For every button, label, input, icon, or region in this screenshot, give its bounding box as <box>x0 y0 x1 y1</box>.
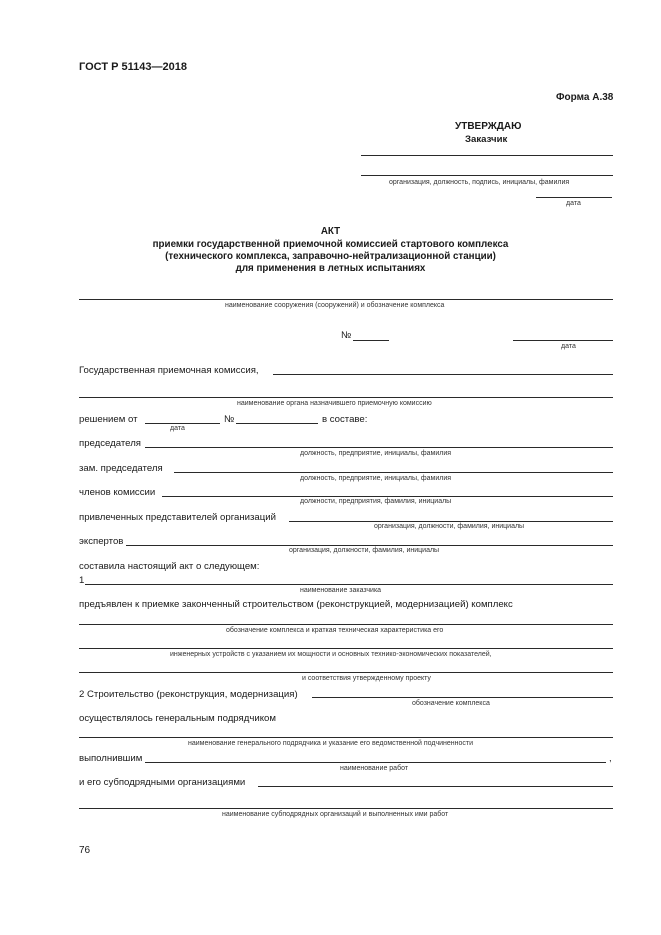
presented-label: предъявлен к приемке законченный строительством (реконструкцией, модернизацией) комплекс <box>79 599 513 610</box>
complex-desc-line[interactable] <box>79 624 613 625</box>
members-label: членов комиссии <box>79 487 156 498</box>
deputy-label: зам. председателя <box>79 463 163 474</box>
customer-caption: наименование заказчика <box>300 587 382 594</box>
experts-line[interactable] <box>126 545 613 546</box>
works-caption: наименование работ <box>340 765 409 772</box>
act-date-line[interactable] <box>513 340 613 341</box>
subs-line-1[interactable] <box>258 786 613 787</box>
act-title: АКТ <box>320 226 341 237</box>
approval-title: УТВЕРЖДАЮ <box>455 121 522 132</box>
act-subtitle-3: для применения в летных испытаниях <box>235 263 426 274</box>
works-comma: , <box>609 753 612 764</box>
engineering-line[interactable] <box>79 648 613 649</box>
decision-label: решением от <box>79 414 138 425</box>
works-line[interactable] <box>145 762 606 763</box>
carried-out-label: осуществлялось генеральным подрядчиком <box>79 713 276 724</box>
complex-code-line[interactable] <box>312 697 613 698</box>
approval-date-caption: дата <box>566 200 581 207</box>
decision-number-line[interactable] <box>236 423 318 424</box>
act-number-line[interactable] <box>353 340 389 341</box>
decision-number-label: № <box>224 414 235 425</box>
approval-role: Заказчик <box>465 134 508 145</box>
complex-code-caption: обозначение комплекса <box>412 700 490 707</box>
decision-date-caption: дата <box>170 425 185 432</box>
subs-line-2[interactable] <box>79 808 613 809</box>
drew-up-label: составила настоящий акт о следующем: <box>79 561 260 572</box>
chairman-label: председателя <box>79 438 141 449</box>
form-label: Форма А.38 <box>556 92 614 103</box>
approval-caption: организация, должность, подпись, инициалы, фамилия <box>389 179 570 186</box>
chairman-caption: должность, предприятие, инициалы, фамилия <box>300 450 452 457</box>
approval-line-1[interactable] <box>361 155 613 156</box>
act-number-label: № <box>341 330 352 341</box>
deputy-line[interactable] <box>174 472 613 473</box>
project-caption: и соответствия утвержденному проекту <box>302 675 431 682</box>
deputy-caption: должность, предприятие, инициалы, фамилия <box>300 475 452 482</box>
item-1-label: 1 <box>79 575 85 586</box>
decision-date-line[interactable] <box>145 423 220 424</box>
reps-line[interactable] <box>289 521 613 522</box>
structure-caption: наименование сооружения (сооружений) и обозначение комплекса <box>225 302 445 309</box>
structure-line[interactable] <box>79 299 613 300</box>
commission-line-1[interactable] <box>273 374 613 375</box>
experts-label: экспертов <box>79 536 124 547</box>
page-number: 76 <box>79 845 91 856</box>
experts-caption: организация, должности, фамилия, инициалы <box>289 547 440 554</box>
gen-contractor-line[interactable] <box>79 737 613 738</box>
item-2-label: 2 Строительство (реконструкция, модернизация) <box>79 689 298 700</box>
act-subtitle-2: (технического комплекса, заправочно-нейтрализационной станции) <box>165 251 496 262</box>
reps-caption: организация, должности, фамилия, инициалы <box>374 523 525 530</box>
chairman-line[interactable] <box>145 447 613 448</box>
performed-label: выполнившим <box>79 753 143 764</box>
project-line[interactable] <box>79 672 613 673</box>
approval-line-2[interactable] <box>361 175 613 176</box>
commission-label: Государственная приемочная комиссия, <box>79 365 259 376</box>
standard-number: ГОСТ Р 51143—2018 <box>79 61 187 73</box>
subs-caption: наименование субподрядных организаций и выполненных ими работ <box>222 811 449 818</box>
commission-caption: наименование органа назначившего приемочную комиссию <box>237 400 432 407</box>
members-caption: должности, предприятия, фамилия, инициалы <box>300 498 452 505</box>
act-subtitle-1: приемки государственной приемочной комиссией стартового комплекса <box>152 239 509 250</box>
gen-contractor-caption: наименование генерального подрядчика и указание его ведомственной подчиненности <box>188 740 474 747</box>
engineering-caption: инженерных устройств с указанием их мощности и основных технико-экономических показателей, <box>170 651 492 658</box>
subs-label: и его субподрядными организациями <box>79 777 246 788</box>
members-line[interactable] <box>162 496 613 497</box>
act-date-caption: дата <box>561 343 576 350</box>
reps-label: привлеченных представителей организаций <box>79 512 276 523</box>
commission-line-2[interactable] <box>79 397 613 398</box>
customer-line[interactable] <box>85 584 613 585</box>
approval-date-line[interactable] <box>536 197 612 198</box>
composition-label: в составе: <box>322 414 368 425</box>
complex-desc-caption: обозначение комплекса и краткая техническая характеристика его <box>226 627 444 634</box>
